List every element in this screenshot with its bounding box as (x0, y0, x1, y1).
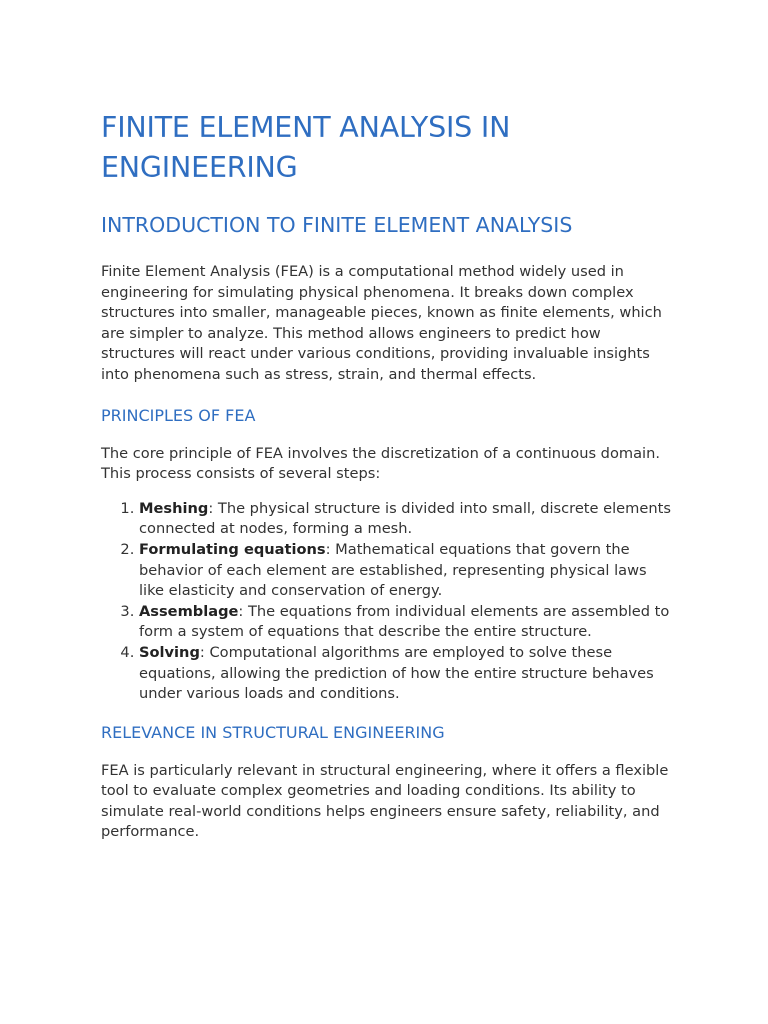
section-heading-relevance: RELEVANCE IN STRUCTURAL ENGINEERING (101, 722, 445, 742)
step-term: Solving (139, 643, 200, 661)
step-text: : Mathematical equations that govern the behavior of each element are established, representing physical laws like elasticity and conservation of energy. (139, 540, 647, 600)
step-term: Meshing (139, 499, 209, 517)
list-item (139, 499, 671, 540)
step-text: : Computational algorithms are employed to solve these equations, allowing the prediction of how the entire structure behaves under various loads and conditions. (139, 643, 654, 703)
document-page (101, 108, 671, 843)
introduction-paragraph: Finite Element Analysis (FEA) is a computational method widely used in engineering for simulating physical phenomena. It breaks down complex structures into smaller, manageable pieces, known as finite elements, which are simpler to analyze. This method allows engineers to predict how structures will react under various conditions, providing invaluable insights into phenomena such as stress, strain, and thermal effects. (101, 263, 662, 383)
principles-paragraph: The core principle of FEA involves the discretization of a continuous domain. This process consists of several steps: (101, 444, 660, 483)
step-term: Formulating equations (139, 540, 326, 558)
list-item (139, 643, 671, 705)
document-title: FINITE ELEMENT ANALYSIS IN ENGINEERING (101, 111, 511, 184)
relevance-paragraph: FEA is particularly relevant in structural engineering, where it offers a flexible tool to evaluate complex geometries and loading conditions. Its ability to simulate real-world conditions helps engineers ensure safety, reliability, and performance. (101, 761, 669, 841)
section-heading-introduction: INTRODUCTION TO FINITE ELEMENT ANALYSIS (101, 213, 573, 237)
step-term: Assemblage (139, 602, 239, 620)
step-text: : The physical structure is divided into small, discrete elements connected at nodes, forming a mesh. (139, 499, 671, 538)
step-text: : The equations from individual elements are assembled to form a system of equations that describe the entire structure. (139, 602, 670, 641)
list-item (139, 602, 671, 643)
steps-list (101, 499, 671, 705)
list-item (139, 540, 671, 602)
section-heading-principles: PRINCIPLES OF FEA (101, 405, 256, 425)
